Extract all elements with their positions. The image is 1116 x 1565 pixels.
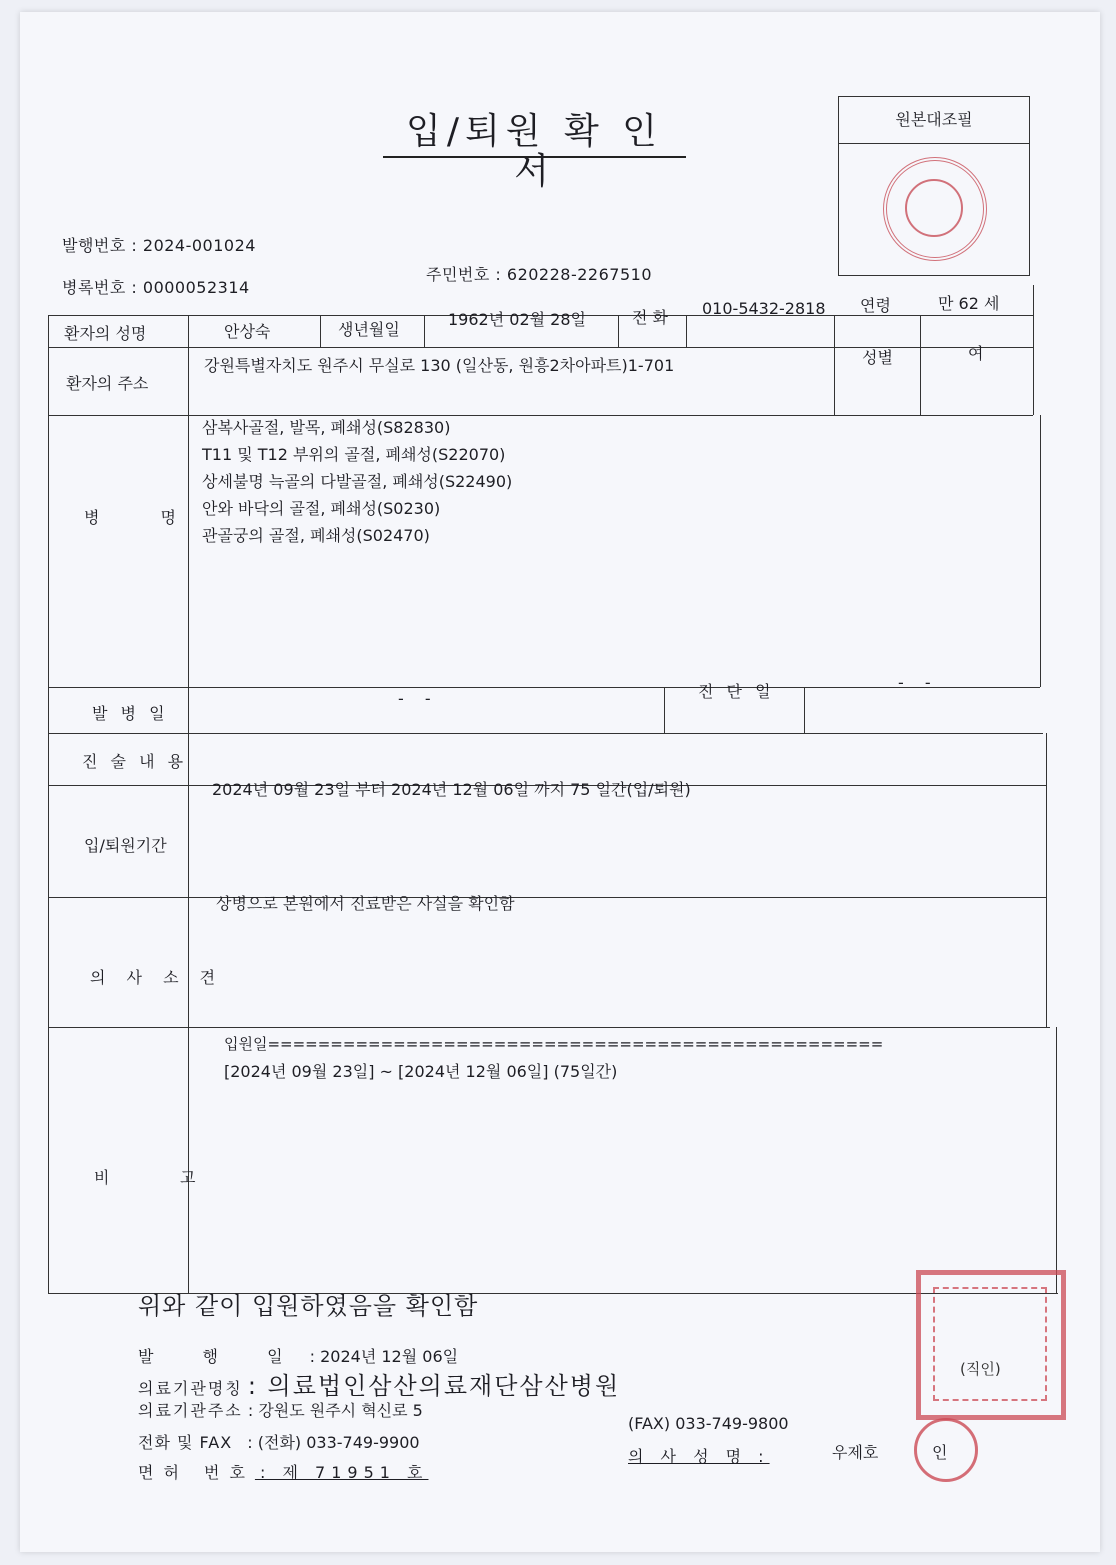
institution-address-row [138, 1398, 423, 1421]
patient-sex: 여 [968, 344, 984, 363]
address-label: 환자의 주소 [66, 374, 149, 393]
period-label: 입/퇴원기간 [84, 836, 167, 855]
patient-address: 강원특별자치도 원주시 무실로 130 (일산동, 원흥2차아파트)1-701 [204, 356, 675, 375]
institution-seal [916, 1270, 1066, 1420]
patient-name: 안상숙 [224, 322, 271, 341]
patient-dob: 1962년 02월 28일 [448, 310, 586, 329]
opinion-label: 의 사 소 견 [90, 968, 224, 987]
age-label: 연령 [860, 296, 891, 315]
diagnosis-item: 안와 바닥의 골절, 폐쇄성(S0230) [202, 499, 441, 518]
remarks-label-1: 비 [94, 1168, 114, 1187]
sex-label: 성별 [862, 348, 893, 367]
institution-fax: (FAX) 033-749-9800 [628, 1414, 789, 1433]
document-title: 입/퇴원 확 인 서 [383, 112, 686, 158]
diagnosis-item: 삼복사골절, 발목, 폐쇄성(S82830) [202, 418, 451, 437]
original-verified-stamp [883, 157, 987, 261]
onset-label: 발 병 일 [92, 704, 169, 723]
phone-row [138, 1430, 420, 1453]
diagnosis-item: 관골궁의 골절, 폐쇄성(S02470) [202, 526, 430, 545]
institution-address: : 강원도 원주시 혁신로 5 [247, 1401, 423, 1420]
remarks-label-2: 고 [180, 1168, 200, 1187]
patient-table [48, 285, 1058, 1295]
institution-name: : 의료법인삼산의료재단삼산병원 [247, 1372, 621, 1400]
name-label: 환자의 성명 [64, 324, 147, 343]
diagnosis-label: 병 명 [84, 508, 204, 527]
diagnosis-item: T11 및 T12 부위의 골절, 폐쇄성(S22070) [202, 445, 506, 464]
institution-phone: : (전화) 033-749-9900 [247, 1433, 420, 1452]
diagnosis-item: 상세불명 늑골의 다발골절, 폐쇄성(S22490) [202, 472, 513, 491]
issue-number: 발행번호 : 2024-001024 [62, 236, 256, 255]
opinion-value: 상병으로 본원에서 진료받은 사실을 확인함 [216, 894, 515, 913]
doctor-name: 우제호 [832, 1443, 879, 1462]
original-verified-box [838, 96, 1030, 276]
remarks-line-1: 입원일================================================= [224, 1035, 884, 1053]
remarks-line-2: [2024년 09월 23일] ~ [2024년 12월 06일] (75일간) [224, 1062, 618, 1081]
statement-label: 진 술 내 용 [82, 752, 188, 771]
confirmation-statement: 위와 같이 입원하였음을 확인함 [138, 1292, 479, 1320]
doctor-seal-char: 인 [932, 1443, 948, 1462]
patient-age: 만 62 세 [938, 294, 1000, 313]
license-label: 면허 번호 [138, 1463, 255, 1482]
diag-date-label: 진 단 일 [698, 682, 775, 701]
institution-name-row [138, 1366, 620, 1401]
institution-address-label: 의료기관주소 [138, 1401, 243, 1420]
phone-label: 전 화 [632, 308, 668, 327]
license-number: : 제 71951 호 [260, 1463, 429, 1482]
doctor-label: 의 사 성 명 : [628, 1447, 770, 1466]
period-value: 2024년 09월 23일 부터 2024년 12월 06일 까지 75 일간(입/퇴원) [212, 780, 691, 799]
license-row [138, 1460, 428, 1483]
issue-date-row [138, 1344, 458, 1367]
seal-caption: (직인) [960, 1360, 1001, 1378]
institution-name-label: 의료기관명칭 [138, 1379, 243, 1398]
issue-date-label: 발 행 일 [138, 1347, 305, 1366]
diag-date-value: - - [898, 673, 939, 692]
issue-date: : 2024년 12월 06일 [309, 1347, 459, 1366]
record-number: 병록번호 : 0000052314 [62, 278, 250, 297]
onset-value: - - [398, 689, 439, 708]
original-verified-label: 원본대조필 [839, 97, 1029, 144]
patient-phone: 010-5432-2818 [702, 299, 826, 318]
phone-fax-label: 전화 및 FAX [138, 1433, 233, 1452]
resident-number: 주민번호 : 620228-2267510 [426, 265, 652, 284]
dob-label: 생년월일 [338, 320, 400, 339]
